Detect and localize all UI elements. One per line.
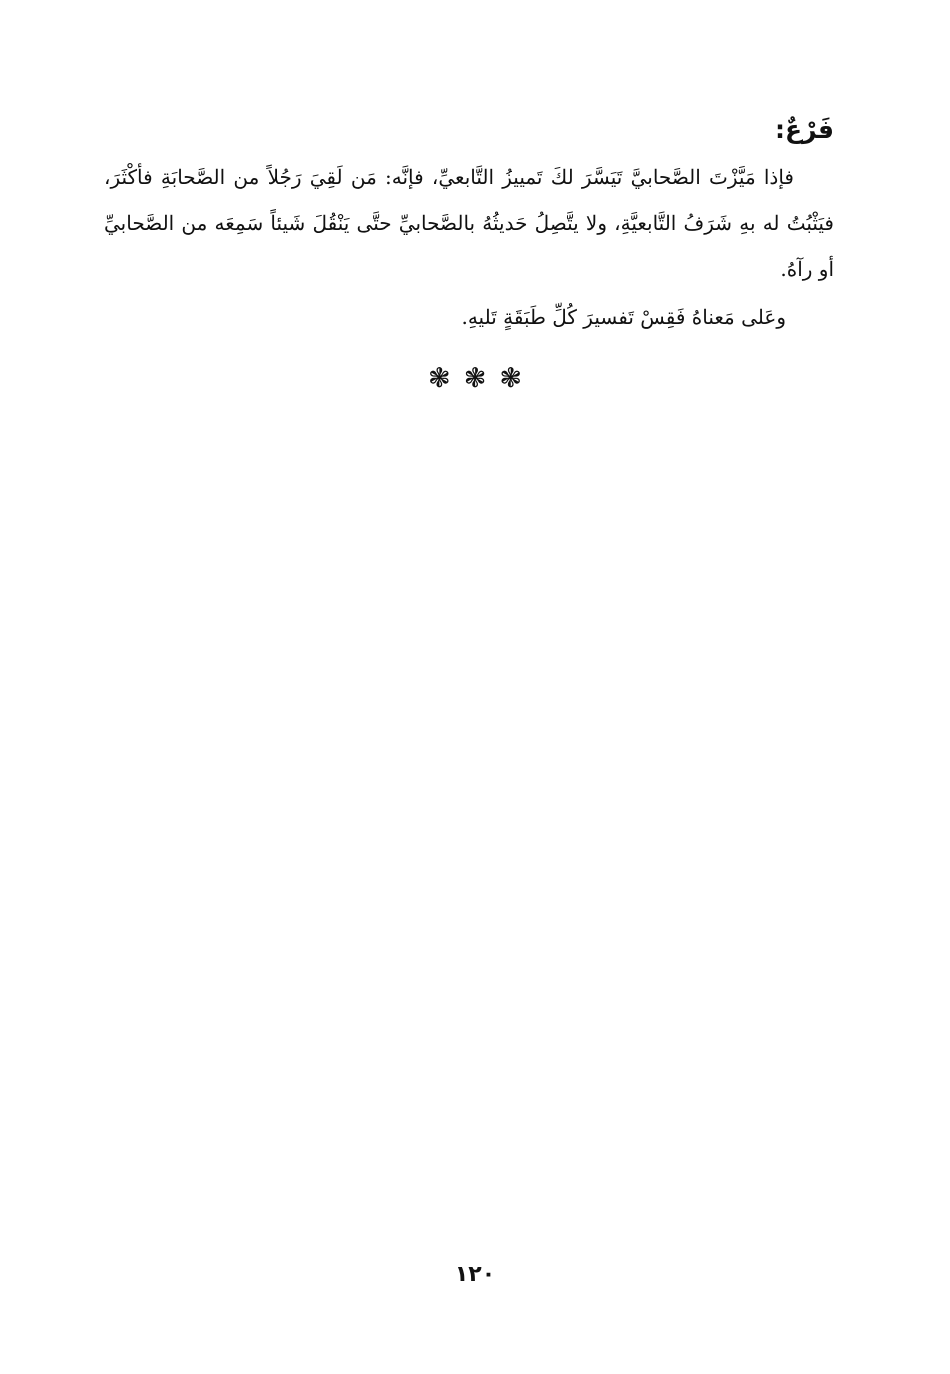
paragraph-2: وعَلى مَعناهُ فَقِسْ تَفسيرَ كُلِّ طَبَقَةٍ تَليهِ. xyxy=(461,305,786,329)
paragraph-1: فإذا مَيَّزْتَ الصَّحابيَّ تَيَسَّرَ لكَ تَمييزُ التَّابعيِّ، فإنَّه: مَن لَقِيَ رَجُلاً من الصَّحابَةِ فأكْثَرَ، فيَثْبُتُ له بهِ شَرَفُ التَّابعيَّةِ، ولا يتَّصِلُ حَديثُهُ بالصَّحابيِّ حتَّى يَنْقُلَ شَيئاً سَمِعَه من الصَّحابيِّ أو رآهُ. xyxy=(104,165,834,281)
flower-ornament-icon: ❃ xyxy=(463,363,487,394)
section-heading: فَرْعٌ: xyxy=(775,115,834,144)
text-block xyxy=(104,110,834,340)
ornament-separator xyxy=(0,364,950,394)
page-number: ١٢٠ xyxy=(454,1262,496,1287)
flower-ornament-icon: ❃ xyxy=(427,363,451,394)
flower-ornament-icon: ❃ xyxy=(499,363,523,394)
